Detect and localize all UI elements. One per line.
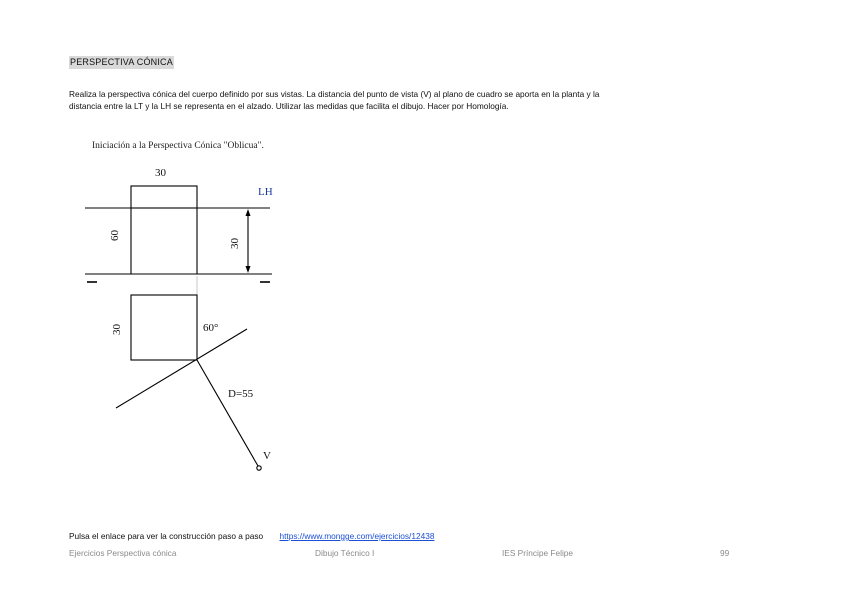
dim-width-top: 30: [155, 167, 166, 179]
figure-caption: Iniciación a la Perspectiva Cónica "Oblicua".: [92, 141, 264, 151]
dimension-arrow-top: [246, 209, 251, 216]
statement-line-2: distancia entre la LT y la LH se representa en el alzado. Utilizar las medidas que facilita el dibujo. Hacer por Homología.: [69, 101, 509, 112]
dimension-arrow-bottom: [246, 266, 251, 273]
dim-height-left: 60: [109, 230, 121, 241]
statement-line-1: Realiza la perspectiva cónica del cuerpo definido por sus vistas. La distancia del punto de vista (V) al plano de cuadro se aporta en la planta y la: [69, 89, 600, 99]
footer-page-number: 99: [720, 548, 730, 558]
dim-plan-depth: 30: [111, 324, 123, 335]
footer-section-title: Ejercicios Perspectiva cónica: [69, 548, 177, 558]
distance-line: [197, 360, 258, 466]
plan-view: [116, 276, 261, 470]
dim-lt-lh: 30: [229, 238, 241, 249]
lh-label: LH: [258, 186, 273, 198]
distance-label: D=55: [228, 388, 254, 400]
section-heading: PERSPECTIVA CÓNICA: [70, 57, 173, 67]
link-row: [69, 531, 434, 542]
footer-subject: Dibujo Técnico I: [315, 548, 375, 558]
viewpoint-label: V: [263, 450, 271, 462]
angle-label: 60°: [203, 322, 219, 334]
viewpoint-marker: [257, 466, 261, 470]
construction-link[interactable]: https://www.mongge.com/ejercicios/12438: [279, 531, 435, 541]
plan-square: [131, 295, 197, 360]
footer-school: IES Príncipe Felipe: [502, 548, 574, 558]
elevation-top-box: [131, 186, 197, 208]
link-intro-text: Pulsa el enlace para ver la construcción paso a paso: [69, 531, 264, 541]
